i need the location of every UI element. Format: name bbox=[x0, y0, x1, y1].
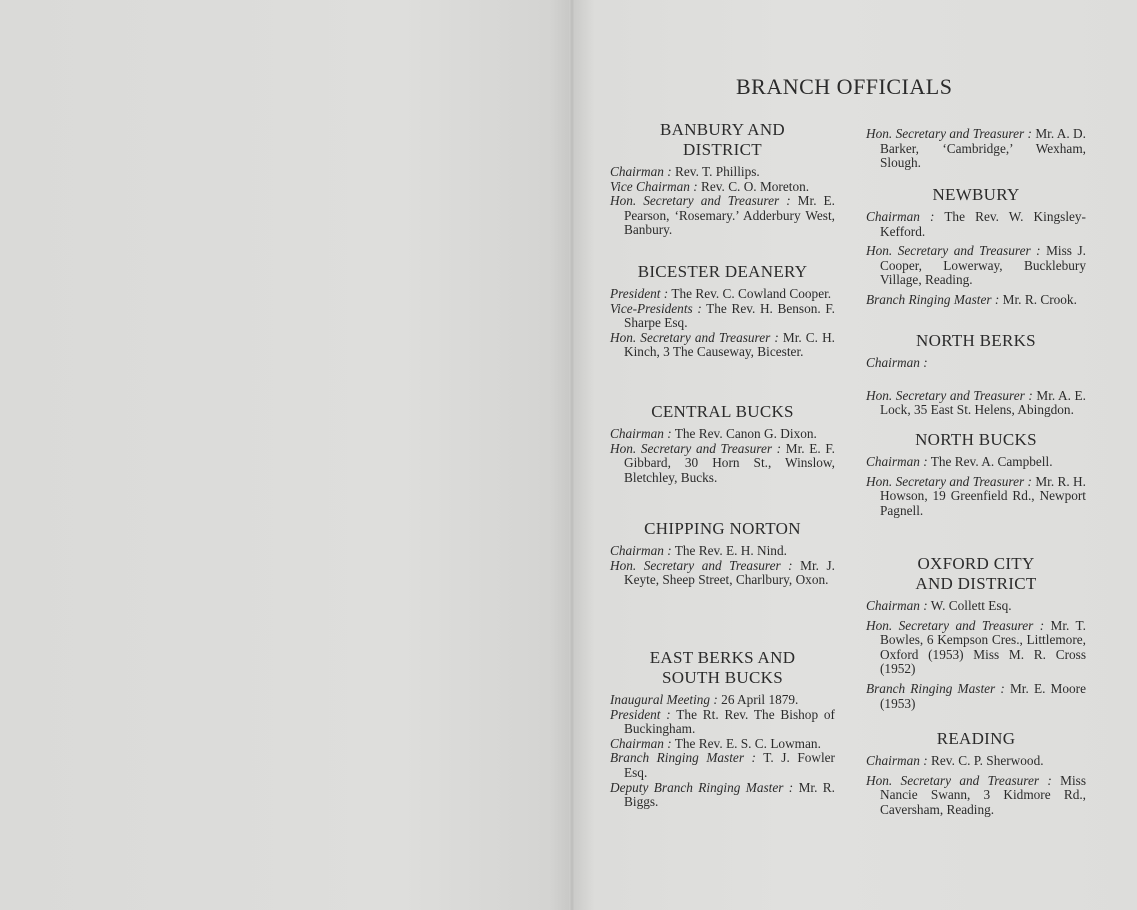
official-details: Mr. J. Keyte, Sheep Street, Charlbury, Oxon. bbox=[624, 557, 836, 588]
official-role: Chairman : bbox=[866, 753, 928, 768]
official-role: Branch Ringing Master : bbox=[866, 291, 1000, 307]
branch-heading: CENTRAL BUCKS bbox=[651, 402, 794, 421]
branch-section-continued bbox=[866, 127, 1086, 171]
official-role: Chairman : bbox=[610, 735, 672, 751]
official-details: W. Collett Esq. bbox=[930, 598, 1012, 613]
official-role: Vice Chairman : bbox=[610, 178, 698, 194]
official-entry bbox=[866, 774, 1086, 818]
branch-section-banbury-and-district bbox=[610, 120, 835, 238]
official-entry bbox=[610, 544, 835, 559]
branch-section-east-berks-and-south-bucks bbox=[610, 648, 835, 810]
branch-heading: CHIPPING NORTON bbox=[644, 519, 801, 538]
official-role: Chairman : bbox=[610, 543, 672, 558]
official-entry bbox=[610, 331, 835, 360]
branch-heading: BANBURY AND bbox=[660, 120, 785, 139]
official-details: The Rev. W. Kingsley-Kefford. bbox=[880, 209, 1086, 239]
official-entry bbox=[866, 682, 1086, 711]
official-role: Hon. Secretary and Treasurer : bbox=[866, 617, 1045, 633]
official-entry bbox=[610, 194, 835, 238]
official-entry bbox=[610, 302, 835, 331]
official-entry bbox=[866, 475, 1086, 519]
branch-section-north-bucks bbox=[866, 430, 1086, 518]
official-role: Deputy Branch Ringing Master : bbox=[610, 779, 794, 795]
official-details: Mr. A. E. Lock, 35 East St. Helens, Abingdon. bbox=[880, 387, 1086, 418]
official-role: President : bbox=[610, 286, 669, 301]
official-details: The Rev. A. Campbell. bbox=[930, 454, 1053, 469]
official-entry bbox=[610, 427, 835, 442]
official-role: Chairman : bbox=[866, 454, 928, 469]
official-entry bbox=[866, 293, 1086, 308]
official-details: Mr. A. D. Barker, ‘Cambridge,’ Wexham, Slough. bbox=[880, 126, 1086, 171]
official-details: Mr. E. Moore (1953) bbox=[880, 680, 1086, 711]
official-details: Mr. E. Pearson, ‘Rosemary.’ Adderbury West, Banbury. bbox=[624, 193, 835, 238]
branch-heading: EAST BERKS AND bbox=[649, 648, 796, 667]
branch-section-north-berks bbox=[866, 331, 1086, 418]
official-role: Chairman : bbox=[866, 355, 928, 370]
official-role: Branch Ringing Master : bbox=[866, 680, 1005, 696]
official-entry bbox=[610, 693, 835, 708]
official-details: Mr. C. H. Kinch, 3 The Causeway, Bicester. bbox=[624, 329, 835, 360]
page-title: BRANCH OFFICIALS bbox=[736, 74, 953, 99]
official-details: Mr. R. H. Howson, 19 Greenfield Rd., Newport Pagnell. bbox=[880, 473, 1086, 518]
official-role: Hon. Secretary and Treasurer : bbox=[610, 193, 791, 209]
official-role: Inaugural Meeting : bbox=[610, 692, 718, 707]
official-role: Hon. Secretary and Treasurer : bbox=[866, 126, 1032, 141]
official-details: Mr. R. Crook. bbox=[1002, 291, 1077, 307]
official-entry bbox=[610, 559, 835, 588]
official-role: Hon. Secretary and Treasurer : bbox=[610, 329, 779, 345]
official-role: Vice-Presidents : bbox=[610, 300, 702, 316]
official-details: The Rt. Rev. The Bishop of Buckingham. bbox=[624, 706, 835, 737]
official-entry bbox=[866, 754, 1086, 769]
official-role: Hon. Secretary and Treasurer : bbox=[866, 473, 1032, 489]
official-details: The Rev. E. H. Nind. bbox=[674, 543, 787, 558]
official-entry bbox=[610, 751, 835, 780]
official-role: Hon. Secretary and Treasurer : bbox=[866, 387, 1033, 403]
official-role: Chairman : bbox=[866, 209, 935, 224]
official-details: Rev. C. O. Moreton. bbox=[700, 178, 810, 194]
official-details: T. J. Fowler Esq. bbox=[624, 750, 835, 780]
branch-heading: OXFORD CITY bbox=[917, 554, 1035, 573]
official-entry bbox=[610, 165, 835, 180]
official-entry bbox=[866, 356, 1086, 371]
official-entry bbox=[866, 599, 1086, 614]
branch-section-central-bucks bbox=[610, 402, 835, 485]
official-role: Chairman : bbox=[866, 598, 928, 613]
official-entry bbox=[610, 287, 835, 302]
official-details: Mr. R. Biggs. bbox=[624, 779, 835, 810]
branch-section-newbury bbox=[866, 185, 1086, 308]
official-role: Chairman : bbox=[610, 164, 672, 179]
branch-heading: SOUTH BUCKS bbox=[662, 668, 783, 687]
official-entry bbox=[866, 127, 1086, 171]
branch-heading: AND DISTRICT bbox=[915, 574, 1037, 593]
branch-heading: DISTRICT bbox=[683, 140, 762, 159]
branch-heading: READING bbox=[936, 729, 1016, 748]
official-details: Miss Nancie Swann, 3 Kidmore Rd., Caversham, Reading. bbox=[880, 772, 1086, 817]
branch-section-chipping-norton bbox=[610, 519, 835, 588]
page-gutter bbox=[569, 0, 575, 910]
official-details: 26 April 1879. bbox=[721, 692, 799, 707]
official-role: Hon. Secretary and Treasurer : bbox=[866, 772, 1052, 788]
official-entry bbox=[866, 455, 1086, 470]
official-role: Hon. Secretary and Treasurer : bbox=[610, 557, 793, 573]
official-entry bbox=[610, 442, 835, 486]
branch-section-reading bbox=[866, 729, 1086, 817]
official-role: Chairman : bbox=[610, 426, 672, 441]
official-role: President : bbox=[610, 706, 671, 722]
official-details: Rev. T. Phillips. bbox=[675, 164, 760, 179]
official-entry bbox=[610, 708, 835, 737]
branch-heading: BICESTER DEANERY bbox=[637, 262, 808, 281]
official-details: The Rev. C. Cowland Cooper. bbox=[671, 286, 832, 301]
official-entry bbox=[610, 781, 835, 810]
branch-heading: NEWBURY bbox=[932, 185, 1020, 204]
official-details: Mr. T. Bowles, 6 Kempson Cres., Littlemore, Oxford (1953) Miss M. R. Cross (1952) bbox=[880, 617, 1086, 677]
official-entry bbox=[866, 389, 1086, 418]
official-entry bbox=[866, 619, 1086, 677]
official-entry bbox=[866, 244, 1086, 288]
branch-section-oxford-city-and-district bbox=[866, 554, 1086, 711]
official-role: Branch Ringing Master : bbox=[610, 750, 756, 766]
official-entry bbox=[610, 180, 835, 195]
official-details: Miss J. Cooper, Lowerway, Bucklebury Village, Reading. bbox=[880, 243, 1086, 288]
official-role: Hon. Secretary and Treasurer : bbox=[610, 440, 782, 456]
official-details: The Rev. Canon G. Dixon. bbox=[674, 426, 817, 441]
branch-heading: NORTH BERKS bbox=[916, 331, 1036, 350]
official-entry bbox=[866, 210, 1086, 239]
branch-heading: NORTH BUCKS bbox=[915, 430, 1037, 449]
official-entry bbox=[610, 737, 835, 752]
official-role: Hon. Secretary and Treasurer : bbox=[866, 243, 1041, 259]
official-details: Mr. E. F. Gibbard, 30 Horn St., Winslow, Bletchley, Bucks. bbox=[624, 440, 835, 485]
official-details: Rev. C. P. Sherwood. bbox=[931, 753, 1044, 768]
official-details: The Rev. E. S. C. Lowman. bbox=[674, 735, 821, 751]
branch-section-bicester-deanery bbox=[610, 262, 835, 360]
official-details: The Rev. H. Benson. F. Sharpe Esq. bbox=[624, 300, 835, 331]
